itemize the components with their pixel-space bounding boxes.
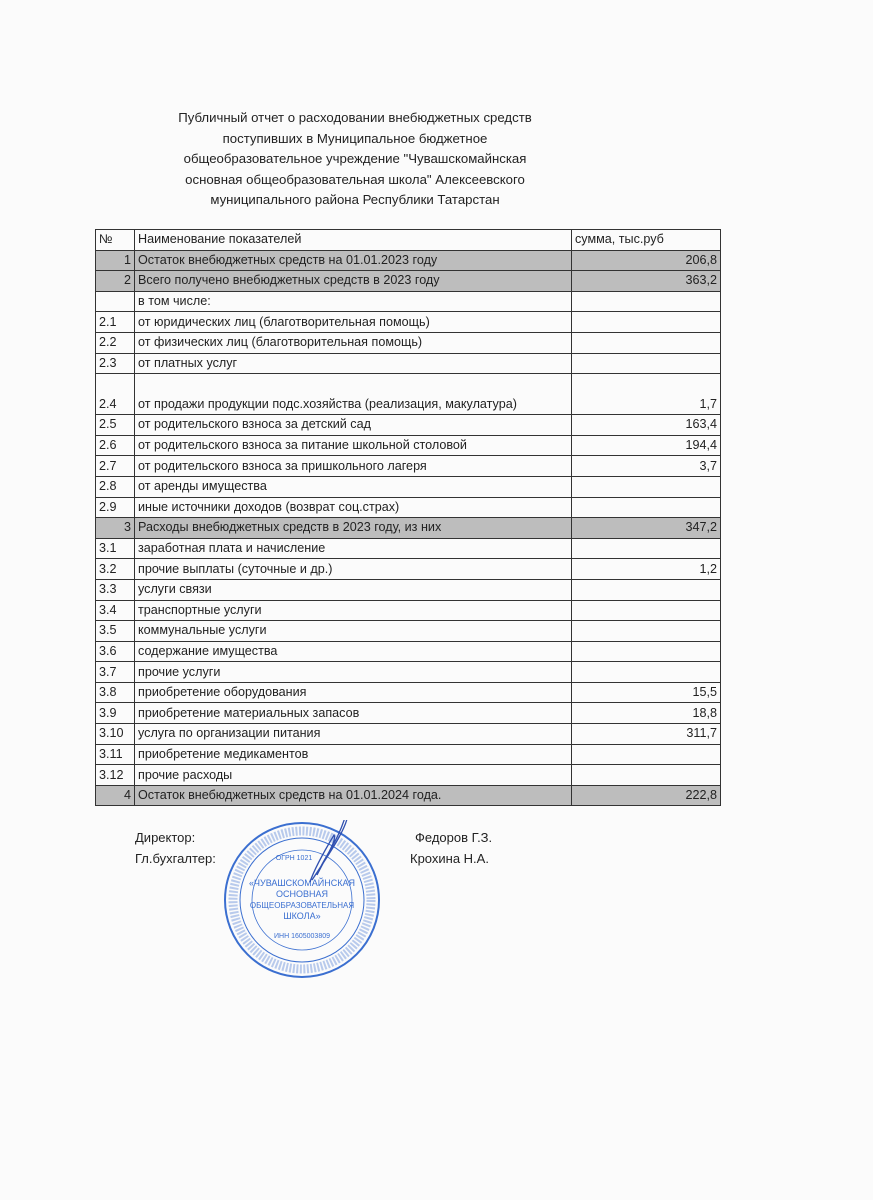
table-row bbox=[96, 312, 721, 333]
title-line: Публичный отчет о расходовании внебюджетных средств bbox=[178, 110, 532, 125]
stamp-line: «ЧУВАШСКОМАЙНСКАЯ bbox=[248, 878, 356, 888]
row-number: 2.4 bbox=[96, 374, 135, 415]
row-sum bbox=[572, 744, 721, 765]
table-row bbox=[96, 456, 721, 477]
row-sum: 194,4 bbox=[572, 435, 721, 456]
row-sum bbox=[572, 497, 721, 518]
row-sum bbox=[572, 765, 721, 786]
row-number: 3.12 bbox=[96, 765, 135, 786]
row-number bbox=[96, 291, 135, 312]
row-name: транспортные услуги bbox=[135, 600, 572, 621]
row-name: содержание имущества bbox=[135, 641, 572, 662]
table-row bbox=[96, 476, 721, 497]
row-number: 3.2 bbox=[96, 559, 135, 580]
table-row bbox=[96, 641, 721, 662]
director-label: Директор: bbox=[135, 830, 196, 845]
table-row bbox=[96, 621, 721, 642]
row-sum bbox=[572, 332, 721, 353]
row-number: 2.6 bbox=[96, 435, 135, 456]
row-sum bbox=[572, 538, 721, 559]
row-name: услуги связи bbox=[135, 579, 572, 600]
table-total-row bbox=[96, 250, 721, 271]
table-row bbox=[96, 600, 721, 621]
table-header-row bbox=[96, 230, 721, 251]
row-number: 3.10 bbox=[96, 724, 135, 745]
title-line: муниципального района Республики Татарстан bbox=[210, 192, 500, 207]
row-name: услуга по организации питания bbox=[135, 724, 572, 745]
stamp-line: ОСНОВНАЯ bbox=[275, 889, 329, 899]
row-sum: 311,7 bbox=[572, 724, 721, 745]
row-sum bbox=[572, 600, 721, 621]
row-name: прочие услуги bbox=[135, 662, 572, 683]
row-sum: 3,7 bbox=[572, 456, 721, 477]
row-sum: 363,2 bbox=[572, 271, 721, 292]
row-sum: 1,7 bbox=[572, 374, 721, 415]
header-sum: сумма, тыс.руб bbox=[572, 230, 721, 251]
row-number: 3.11 bbox=[96, 744, 135, 765]
row-number: 2.3 bbox=[96, 353, 135, 374]
row-sum: 18,8 bbox=[572, 703, 721, 724]
row-name: иные источники доходов (возврат соц.страх) bbox=[135, 497, 572, 518]
row-name: от продажи продукции подс.хозяйства (реализация, макулатура) bbox=[135, 374, 572, 415]
table-total-row bbox=[96, 785, 721, 806]
row-name: приобретение материальных запасов bbox=[135, 703, 572, 724]
row-number: 3.8 bbox=[96, 682, 135, 703]
row-sum bbox=[572, 353, 721, 374]
table-row bbox=[96, 559, 721, 580]
stamp-line: ШКОЛА» bbox=[283, 911, 321, 921]
table-row bbox=[96, 291, 721, 312]
report-title bbox=[120, 108, 590, 211]
row-number: 3.3 bbox=[96, 579, 135, 600]
row-number: 2.9 bbox=[96, 497, 135, 518]
row-sum bbox=[572, 621, 721, 642]
row-name: приобретение медикаментов bbox=[135, 744, 572, 765]
row-number: 2 bbox=[96, 271, 135, 292]
table-row bbox=[96, 353, 721, 374]
row-name: в том числе: bbox=[135, 291, 572, 312]
accountant-label: Гл.бухгалтер: bbox=[135, 851, 216, 866]
title-line: поступивших в Муниципальное бюджетное bbox=[222, 130, 488, 146]
row-name: Всего получено внебюджетных средств в 2023 году bbox=[135, 271, 572, 292]
row-number: 2.5 bbox=[96, 415, 135, 436]
row-sum bbox=[572, 312, 721, 333]
table-row bbox=[96, 662, 721, 683]
row-number: 2.1 bbox=[96, 312, 135, 333]
row-name: от юридических лиц (благотворительная помощь) bbox=[135, 312, 572, 333]
table-row bbox=[96, 765, 721, 786]
row-name: Остаток внебюджетных средств на 01.01.2024 года. bbox=[135, 785, 572, 806]
table-row bbox=[96, 682, 721, 703]
row-sum: 206,8 bbox=[572, 250, 721, 271]
table-row bbox=[96, 724, 721, 745]
table-total-row bbox=[96, 518, 721, 539]
row-sum bbox=[572, 579, 721, 600]
table-row bbox=[96, 332, 721, 353]
row-number: 4 bbox=[96, 785, 135, 806]
row-name: прочие расходы bbox=[135, 765, 572, 786]
table-row bbox=[96, 703, 721, 724]
accountant-name: Крохина Н.А. bbox=[410, 851, 489, 866]
row-sum bbox=[572, 476, 721, 497]
table-row bbox=[96, 435, 721, 456]
row-sum bbox=[572, 291, 721, 312]
row-number: 2.7 bbox=[96, 456, 135, 477]
table-row bbox=[96, 579, 721, 600]
row-name: прочие выплаты (суточные и др.) bbox=[135, 559, 572, 580]
title-line: общеобразовательное учреждение "Чувашскомайнская bbox=[183, 151, 527, 166]
report-table bbox=[95, 229, 721, 806]
row-number: 3.1 bbox=[96, 538, 135, 559]
row-number: 2.8 bbox=[96, 476, 135, 497]
stamp-ogrn: ОГРН 1021 bbox=[275, 855, 313, 862]
row-number: 3 bbox=[96, 518, 135, 539]
row-sum: 222,8 bbox=[572, 785, 721, 806]
table-row bbox=[96, 538, 721, 559]
header-num: № bbox=[96, 230, 135, 251]
table-row bbox=[96, 374, 721, 415]
row-name: от платных услуг bbox=[135, 353, 572, 374]
row-number: 1 bbox=[96, 250, 135, 271]
row-number: 2.2 bbox=[96, 332, 135, 353]
row-sum: 163,4 bbox=[572, 415, 721, 436]
row-number: 3.6 bbox=[96, 641, 135, 662]
table-row bbox=[96, 415, 721, 436]
director-name: Федоров Г.З. bbox=[415, 830, 493, 845]
table-row bbox=[96, 744, 721, 765]
row-sum bbox=[572, 662, 721, 683]
row-name: от аренды имущества bbox=[135, 476, 572, 497]
row-name: от родительского взноса за детский сад bbox=[135, 415, 572, 436]
stamp-line: ОБЩЕОБРАЗОВАТЕЛЬНАЯ bbox=[249, 901, 355, 910]
table-total-row bbox=[96, 271, 721, 292]
row-sum: 15,5 bbox=[572, 682, 721, 703]
row-sum: 1,2 bbox=[572, 559, 721, 580]
row-name: коммунальные услуги bbox=[135, 621, 572, 642]
row-name: приобретение оборудования bbox=[135, 682, 572, 703]
row-number: 3.5 bbox=[96, 621, 135, 642]
row-name: от родительского взноса за питание школьной столовой bbox=[135, 435, 572, 456]
row-number: 3.4 bbox=[96, 600, 135, 621]
row-name: Расходы внебюджетных средств в 2023 году, из них bbox=[135, 518, 572, 539]
row-name: Остаток внебюджетных средств на 01.01.2023 году bbox=[135, 250, 572, 271]
table-row bbox=[96, 497, 721, 518]
official-stamp bbox=[222, 820, 382, 980]
row-name: заработная плата и начисление bbox=[135, 538, 572, 559]
row-sum: 347,2 bbox=[572, 518, 721, 539]
row-number: 3.9 bbox=[96, 703, 135, 724]
row-name: от родительского взноса за пришкольного лагеря bbox=[135, 456, 572, 477]
stamp-inn: ИНН 1605003809 bbox=[273, 933, 331, 940]
row-number: 3.7 bbox=[96, 662, 135, 683]
header-name: Наименование показателей bbox=[135, 230, 572, 251]
row-sum bbox=[572, 641, 721, 662]
row-name: от физических лиц (благотворительная помощь) bbox=[135, 332, 572, 353]
title-line: основная общеобразовательная школа" Алексеевского bbox=[185, 171, 525, 187]
